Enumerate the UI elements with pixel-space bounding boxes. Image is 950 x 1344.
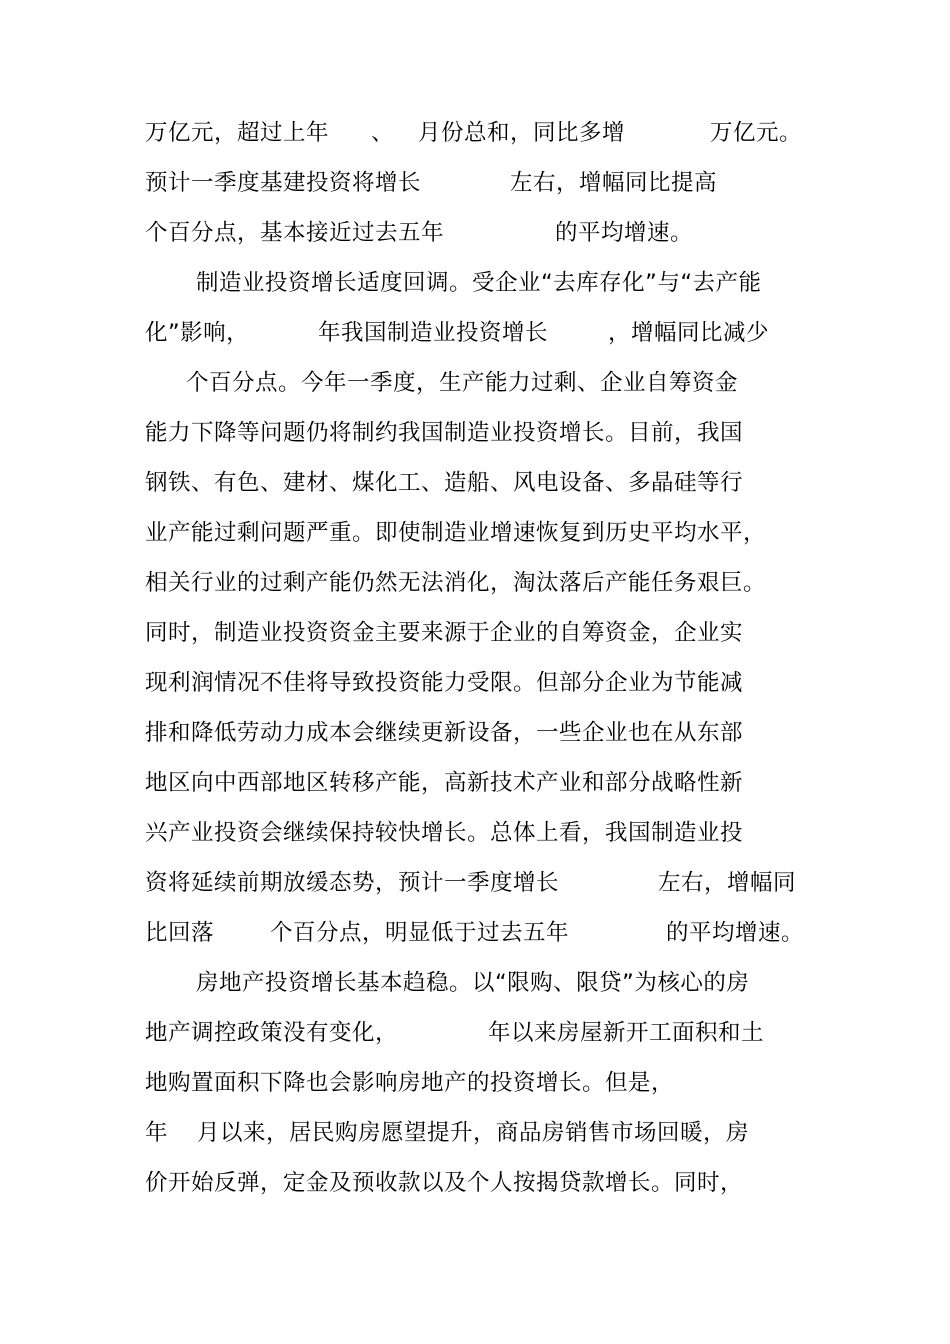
- text-segment: 万亿元。: [710, 120, 803, 146]
- text-segment: 地购置面积下降也会影响房地产的投资增长。但是，: [145, 1070, 675, 1096]
- text-segment: 地区向中西部地区转移产能，高新技术产业和部分战略性新: [145, 770, 744, 796]
- text-segment: 相关行业的过剩产能仍然无法消化，淘汰落后产能任务艰巨。: [145, 570, 767, 596]
- text-segment: 、: [371, 120, 395, 146]
- text-segment: 制造业投资增长适度回调。受企业“去库存化”与“去产能: [196, 270, 762, 296]
- text-segment: 能力下降等问题仍将制约我国制造业投资增长。目前，我国: [145, 420, 744, 446]
- text-segment: ，增幅同比减少: [608, 320, 770, 346]
- text-segment: 月以来，居民购房愿望提升，商品房销售市场回暖，房: [197, 1120, 750, 1146]
- text-segment: 个百分点，明显低于过去五年: [270, 920, 570, 946]
- text-segment: 业产能过剩问题严重。即使制造业增速恢复到历史平均水平，: [145, 520, 767, 546]
- text-segment: 地产调控政策没有变化，: [145, 1020, 399, 1046]
- text-segment: 同时，制造业投资资金主要来源于企业的自筹资金，企业实: [145, 620, 744, 646]
- text-segment: 钢铁、有色、建材、煤化工、造船、风电设备、多晶硅等行: [145, 470, 744, 496]
- text-segment: 月份总和，同比多增: [418, 120, 626, 146]
- text-segment: 排和降低劳动力成本会继续更新设备，一些企业也在从东部: [145, 720, 744, 746]
- text-segment: 左右，增幅同比提高: [510, 170, 718, 196]
- text-segment: 比回落: [145, 920, 215, 946]
- text-segment: 房地产投资增长基本趋稳。以“限购、限贷”为核心的房: [196, 970, 750, 996]
- text-segment: 化”影响，: [145, 320, 250, 346]
- text-segment: 个百分点。今年一季度，生产能力过剩、企业自筹资金: [186, 370, 739, 396]
- text-segment: 价开始反弹，定金及预收款以及个人按揭贷款增长。同时，: [145, 1170, 744, 1196]
- text-segment: 兴产业投资会继续保持较快增长。总体上看，我国制造业投: [145, 820, 744, 846]
- text-segment: 现利润情况不佳将导致投资能力受限。但部分企业为节能减: [145, 670, 744, 696]
- text-segment: 左右，增幅同: [658, 870, 797, 896]
- text-segment: 万亿元，超过上年: [145, 120, 330, 146]
- text-segment: 资将延续前期放缓态势，预计一季度增长: [145, 870, 560, 896]
- text-segment: 年我国制造业投资增长: [318, 320, 549, 346]
- text-segment: 个百分点，基本接近过去五年: [145, 220, 445, 246]
- text-segment: 的平均增速。: [555, 220, 694, 246]
- text-segment: 预计一季度基建投资将增长: [145, 170, 422, 196]
- text-segment: 的平均增速。: [666, 920, 805, 946]
- text-segment: 年以来房屋新开工面积和土: [488, 1020, 765, 1046]
- text-segment: 年: [145, 1120, 169, 1146]
